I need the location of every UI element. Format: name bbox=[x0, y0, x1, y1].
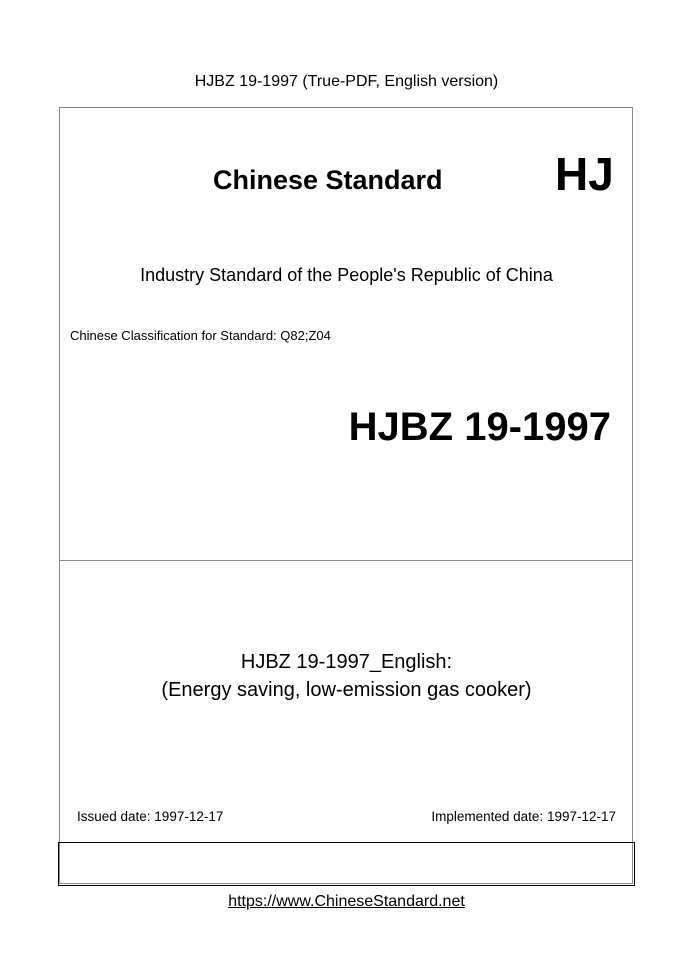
website-link[interactable]: https://www.ChineseStandard.net bbox=[228, 893, 465, 910]
standard-label: Chinese Standard bbox=[213, 165, 443, 195]
english-title: HJBZ 19-1997_English: bbox=[240, 651, 453, 673]
cover-frame bbox=[59, 107, 633, 884]
industry-standard-line: Industry Standard of the People's Republic of China bbox=[140, 265, 553, 285]
document-number: HJBZ 19-1997 bbox=[348, 405, 611, 449]
document-header-title: HJBZ 19-1997 (True-PDF, English version) bbox=[194, 73, 499, 90]
standard-code-badge: HJ bbox=[555, 148, 614, 200]
footer bbox=[0, 892, 693, 912]
implemented-date: Implemented date: 1997-12-17 bbox=[431, 809, 616, 824]
classification-text: Chinese Classification for Standard: Q82;Z04 bbox=[70, 328, 331, 343]
section-divider bbox=[59, 560, 633, 561]
issued-date: Issued date: 1997-12-17 bbox=[77, 809, 224, 824]
bottom-box bbox=[58, 842, 635, 886]
english-subtitle: (Energy saving, low-emission gas cooker) bbox=[161, 679, 532, 701]
